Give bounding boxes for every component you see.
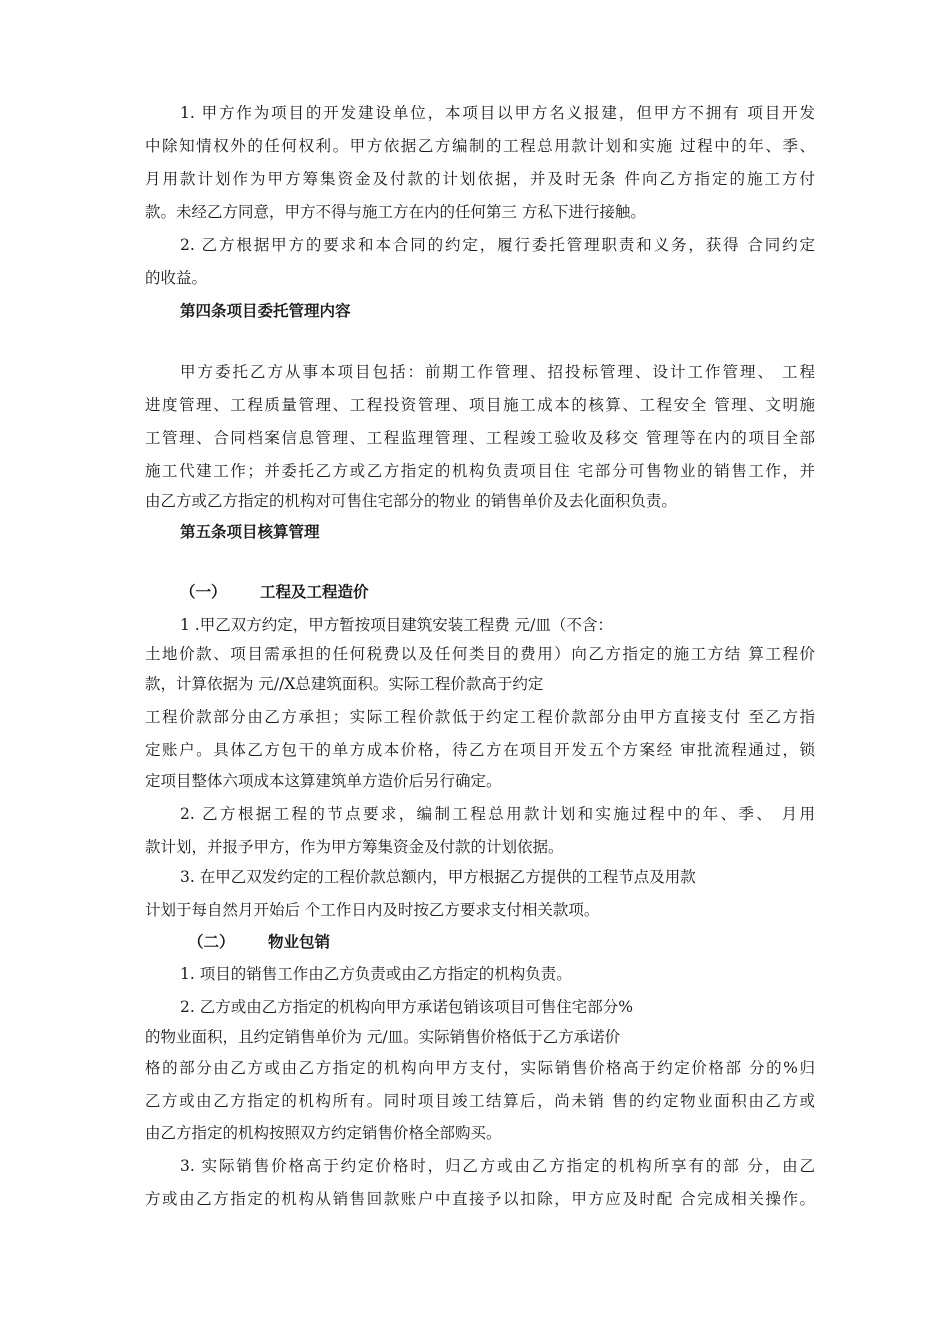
- sub1-clause-1-line-4: 工程价款部分由乙方承担；实际工程价款低于约定工程价款部分由甲方直接支付 至乙方指: [145, 708, 815, 726]
- sub1-clause-3-line-1: 3. 在甲乙双发约定的工程价款总额内，甲方根据乙方提供的工程节点及用款: [180, 868, 696, 886]
- sub2-clause-2-line-3: 格的部分由乙方或由乙方指定的机构向甲方支付，实际销售价格高于约定价格部 分的%归: [145, 1059, 815, 1077]
- sub2-clause-1-line-1: 1. 项目的销售工作由乙方负责或由乙方指定的机构负责。: [180, 965, 572, 983]
- section-4-line-3: 工管理、合同档案信息管理、工程监理管理、工程竣工验收及移交 管理等在内的项目全部: [145, 429, 815, 447]
- sub1-clause-2-line-2: 款计划，并报予甲方，作为甲方筹集资金及付款的计划依据。: [145, 838, 564, 856]
- clause-1-line-2: 中除知情权外的任何权利。甲方依据乙方编制的工程总用款计划和实施 过程中的年、季、: [145, 137, 815, 155]
- sub1-clause-3-line-2: 计划于每自然月开始后 个工作日内及时按乙方要求支付相关款项。: [145, 901, 600, 919]
- subsection-2-title: 物业包销: [268, 932, 331, 951]
- sub1-clause-1-line-1: 1 .甲乙双方约定，甲方暂按项目建筑安装工程费 元/皿（不含：: [180, 616, 613, 634]
- clause-1-line-4: 款。未经乙方同意，甲方不得与施工方在内的任何第三 方私下进行接触。: [145, 203, 646, 221]
- section-4-line-4: 施工代建工作；并委托乙方或乙方指定的机构负责项目住 宅部分可售物业的销售工作，并: [145, 462, 815, 480]
- subsection-2-number: （二）: [188, 932, 235, 951]
- subsection-1-heading: [180, 581, 369, 603]
- sub1-clause-1-line-5: 定账户。具体乙方包干的单方成本价格，待乙方在项目开发五个方案经 审批流程通过，锁: [145, 741, 815, 759]
- sub1-clause-1-line-6: 定项目整体六项成本这算建筑单方造价后另行确定。: [145, 772, 502, 790]
- sub2-clause-3-line-2: 方或由乙方指定的机构从销售回款账户中直接予以扣除，甲方应及时配 合完成相关操作。: [145, 1190, 815, 1208]
- sub1-clause-1-line-2: 土地价款、项目需承担的任何税费以及任何类目的费用）向乙方指定的施工方结 算工程价: [145, 645, 815, 663]
- clause-1-line-1: 1. 甲方作为项目的开发建设单位，本项目以甲方名义报建，但甲方不拥有 项目开发: [180, 104, 815, 122]
- sub2-clause-2-line-2: 的物业面积，且约定销售单价为 元/皿。实际销售价格低于乙方承诺价: [145, 1028, 621, 1046]
- subsection-2-heading: [188, 931, 330, 953]
- subsection-1-number: （一）: [180, 582, 227, 601]
- clause-1-line-3: 月用款计划作为甲方筹集资金及付款的计划依据，并及时无条 件向乙方指定的施工方付: [145, 170, 815, 188]
- sub2-clause-2-line-4: 乙方或由乙方指定的机构所有。同时项目竣工结算后，尚未销 售的约定物业面积由乙方或: [145, 1092, 815, 1110]
- section-4-heading: 第四条项目委托管理内容: [180, 301, 351, 320]
- sub2-clause-3-line-1: 3. 实际销售价格高于约定价格时，归乙方或由乙方指定的机构所享有的部 分，由乙: [180, 1157, 815, 1175]
- sub2-clause-2-line-1: 2. 乙方或由乙方指定的机构向甲方承诺包销该项目可售住宅部分%: [180, 998, 633, 1016]
- sub1-clause-1-line-3: 款，计算依据为 元//X总建筑面积。实际工程价款高于约定: [145, 675, 544, 693]
- sub2-clause-2-line-5: 由乙方指定的机构按照双方约定销售价格全部购买。: [145, 1124, 502, 1142]
- section-4-line-1: 甲方委托乙方从事本项目包括：前期工作管理、招投标管理、设计工作管理、 工程: [180, 363, 815, 381]
- subsection-1-title: 工程及工程造价: [260, 582, 369, 601]
- section-4-line-5: 由乙方或乙方指定的机构对可售住宅部分的物业 的销售单价及去化面积负责。: [145, 492, 677, 510]
- section-4-line-2: 进度管理、工程质量管理、工程投资管理、项目施工成本的核算、工程安全 管理、文明施: [145, 396, 815, 414]
- clause-2-line-1: 2. 乙方根据甲方的要求和本合同的约定，履行委托管理职责和义务，获得 合同约定: [180, 236, 815, 254]
- clause-2-line-2: 的收益。: [145, 269, 208, 287]
- section-5-heading: 第五条项目核算管理: [180, 522, 320, 541]
- sub1-clause-2-line-1: 2. 乙方根据工程的节点要求，编制工程总用款计划和实施过程中的年、季、 月用: [180, 805, 815, 823]
